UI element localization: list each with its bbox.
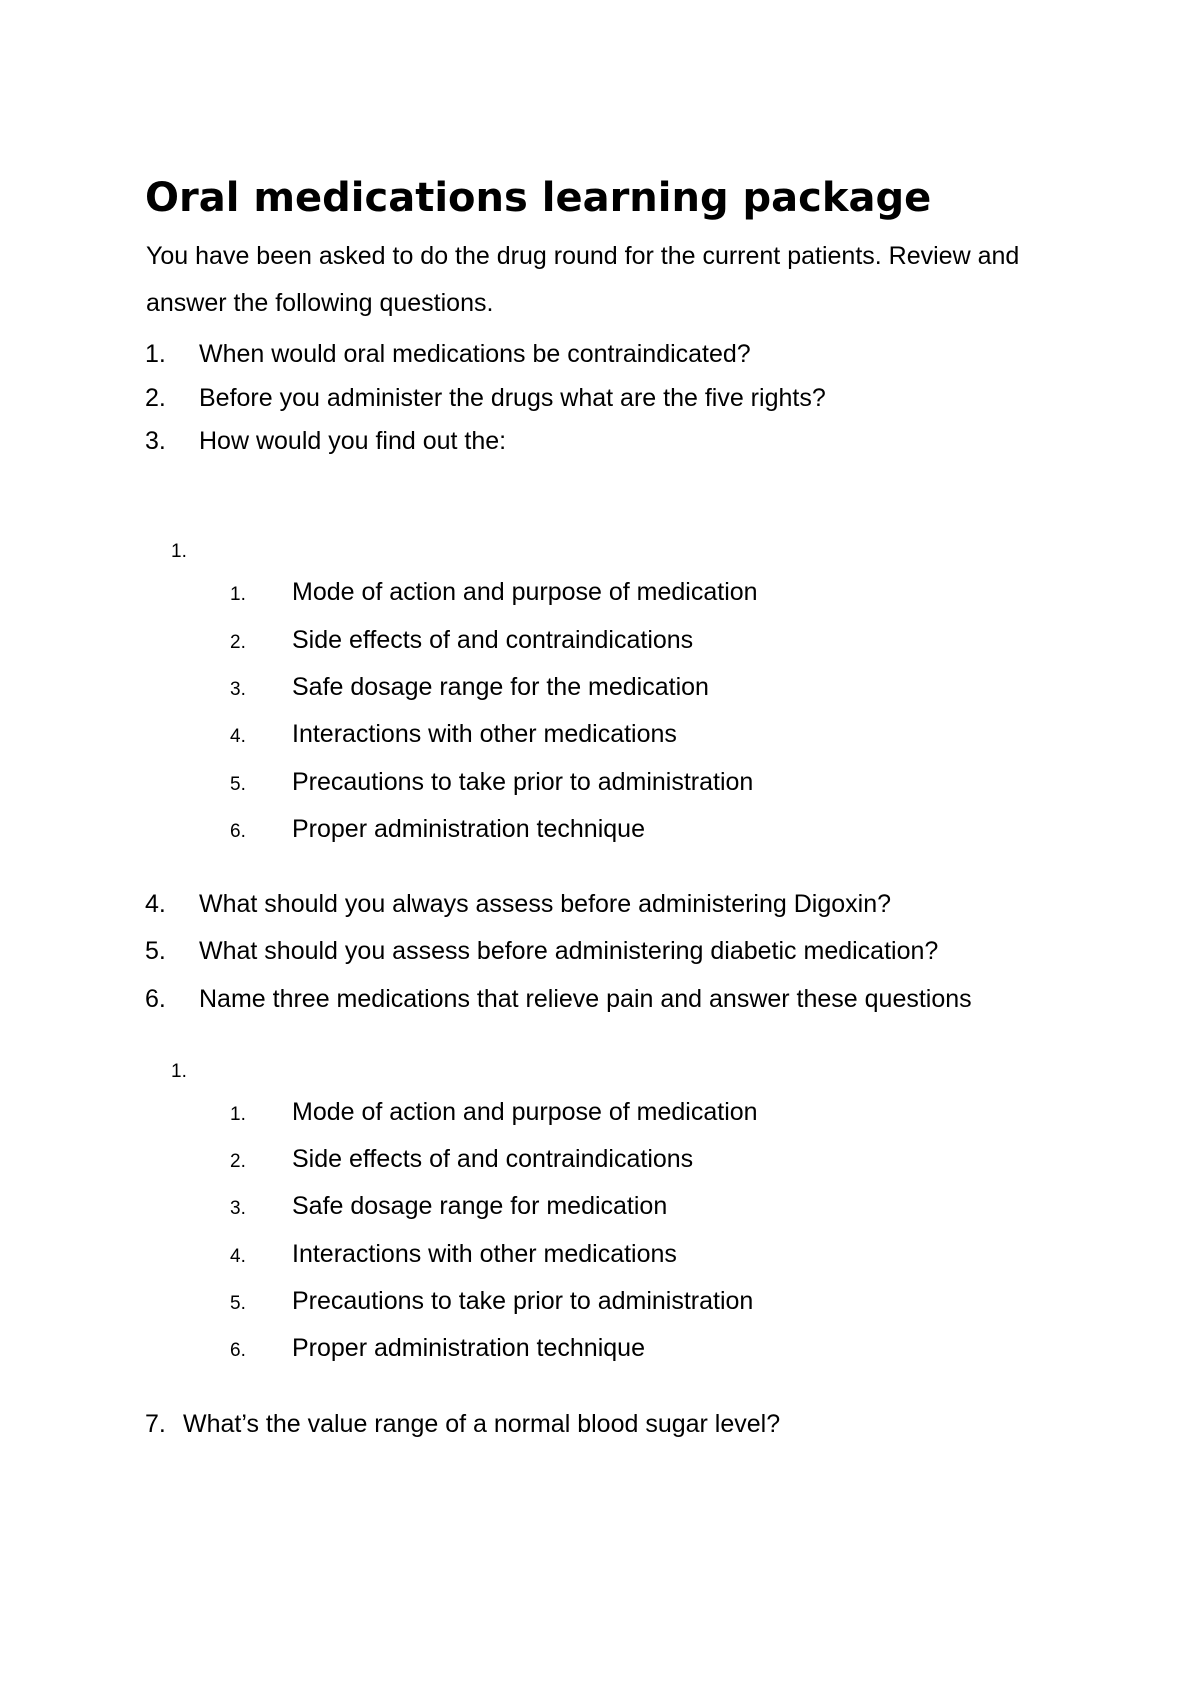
sublist-item-number: 2. [230, 1151, 246, 1172]
sublist-marker: 1. [171, 1061, 187, 1082]
sublist-item-text: Mode of action and purpose of medication [292, 578, 758, 606]
sublist-item [230, 1143, 693, 1178]
sublist-item-text: Proper administration technique [292, 815, 645, 843]
question-text: What’s the value range of a normal blood sugar level? [183, 1410, 781, 1438]
sublist-item-number: 5. [230, 774, 246, 795]
question-1 [145, 338, 751, 370]
sublist-item [230, 766, 753, 801]
question-number: 2. [145, 384, 166, 412]
sublist-item [230, 718, 677, 753]
sublist-item-number: 4. [230, 726, 246, 747]
sublist-item-text: Mode of action and purpose of medication [292, 1098, 758, 1126]
question-text: Name three medications that relieve pain and answer these questions [199, 985, 972, 1013]
sublist-marker: 1. [171, 541, 187, 562]
question-text: What should you assess before administering diabetic medication? [199, 937, 939, 965]
sublist-item-number: 6. [230, 1340, 246, 1361]
sublist-item-text: Safe dosage range for medication [292, 1192, 668, 1220]
sublist-item-number: 1. [230, 584, 246, 605]
sublist-item [230, 1096, 758, 1131]
sublist-item-number: 5. [230, 1293, 246, 1314]
sublist-item-text: Precautions to take prior to administration [292, 1287, 754, 1315]
sublist-item-number: 6. [230, 821, 246, 842]
question-7 [145, 1408, 780, 1440]
sublist-item-number: 3. [230, 679, 246, 700]
intro-paragraph: You have been asked to do the drug round for the current patients. Review and answer the following questions. [146, 242, 1020, 317]
sublist-item-text: Interactions with other medications [292, 1240, 677, 1268]
sublist-item-text: Proper administration technique [292, 1334, 645, 1362]
sublist-item [230, 1238, 677, 1273]
question-2 [145, 382, 826, 414]
sublist-item-text: Interactions with other medications [292, 720, 677, 748]
document-title: Oral medications learning package [145, 175, 932, 221]
sublist-item-number: 1. [230, 1104, 246, 1125]
question-text: When would oral medications be contraindicated? [199, 340, 751, 368]
sublist-item [230, 1332, 645, 1367]
sublist-item-number: 3. [230, 1198, 246, 1219]
question-number: 5. [145, 937, 166, 965]
question-number: 7. [145, 1410, 166, 1438]
sublist-item-number: 4. [230, 1246, 246, 1267]
question-number: 1. [145, 340, 166, 368]
question-text: Before you administer the drugs what are the five rights? [199, 384, 826, 412]
sublist-item [230, 576, 758, 611]
question-3 [145, 425, 506, 457]
question-5 [145, 935, 938, 967]
question-4 [145, 888, 891, 920]
sublist-item [230, 1190, 667, 1225]
sublist-item-text: Precautions to take prior to administration [292, 768, 754, 796]
question-text: What should you always assess before administering Digoxin? [199, 890, 892, 918]
sublist-item-number: 2. [230, 632, 246, 653]
sublist-item [230, 813, 645, 848]
sublist-item-text: Side effects of and contraindications [292, 1145, 694, 1173]
sublist-item [230, 624, 693, 659]
sublist-item-text: Safe dosage range for the medication [292, 673, 709, 701]
question-text: How would you find out the: [199, 427, 507, 455]
sublist-item [230, 671, 709, 706]
sublist-item [230, 1285, 753, 1320]
question-6 [145, 983, 972, 1015]
question-number: 3. [145, 427, 166, 455]
question-number: 6. [145, 985, 166, 1013]
sublist-item-text: Side effects of and contraindications [292, 626, 694, 654]
question-number: 4. [145, 890, 166, 918]
